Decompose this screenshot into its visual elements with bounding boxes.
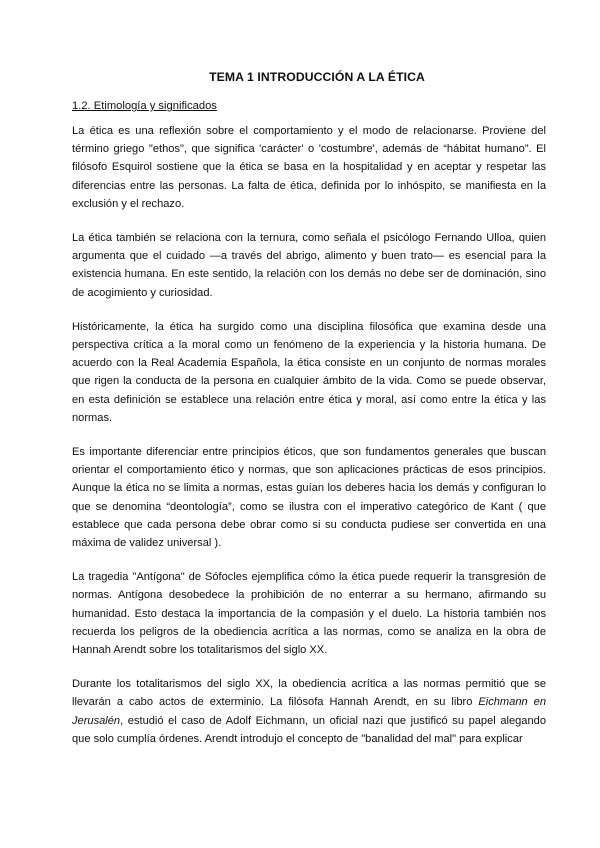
paragraph-ternura: La ética también se relaciona con la ternura, como señala el psicólogo Fernando Ulloa, quien argumenta que el cuidado —a través del abrigo, alimento y buen trato— es esencial para la existencia humana. En este sentido, la relación con los demás no debe ser de dominación, sino de acogimiento y curiosidad. bbox=[72, 232, 546, 299]
section-heading: 1.2. Etimología y significados bbox=[72, 100, 217, 112]
paragraph-antigona: La tragedia "Antígona" de Sófocles ejemplifica cómo la ética puede requerir la transgresión de normas. Antígona desobedece la prohibición de no enterrar a su hermano, afirmando su humanidad. Esto destaca la importancia de la compasión y el duelo. La historia también nos recuerda los peligros de la obediencia acrítica a las normas, como se analiza en la obra de Hannah Arendt sobre los totalitarismos del siglo XX. bbox=[72, 571, 546, 657]
paragraph-historia: Históricamente, la ética ha surgido como una disciplina filosófica que examina desde una perspectiva crítica a la moral como un fenómeno de la experiencia y la historia humana. De acuerdo con la Real Academia Española, la ética consiste en un conjunto de normas morales que rigen la conducta de la persona en cualquier ámbito de la vida. Como se puede observar, en esta definición se establece una relación entre ética y moral, así como entre la ética y las normas. bbox=[72, 320, 546, 424]
paragraph-totalitarismos bbox=[72, 675, 546, 748]
book-title: Eichmann en Jerusalén bbox=[72, 696, 546, 727]
paragraph-principios: Es importante diferenciar entre principios éticos, que son fundamentos generales que buscan orientar el comportamiento ético y normas, que son aplicaciones prácticas de esos principios. Aunque la ética no se limita a normas, estas guían los deberes hacia los demás y configuran lo que se denomina “deontología”, como se ilustra con el imperativo categórico de Kant ( que establece que cada persona debe obrar como si su conducta pudiese ser convertida en una máxima de validez universal ). bbox=[72, 446, 546, 550]
paragraph-text-part2: , estudió el caso de Adolf Eichmann, un oficial nazi que justificó su papel alegando que solo cumplía órdenes. Arendt introdujo el concepto de "banalidad del mal" para explicar bbox=[72, 714, 546, 745]
page-title: TEMA 1 INTRODUCCIÓN A LA ÉTICA bbox=[209, 70, 425, 84]
paragraph-text-part1: Durante los totalitarismos del siglo XX, la obediencia acrítica a las normas permitió que se llevarán a cabo actos de exterminio. La filósofa Hannah Arendt, en su libro bbox=[72, 678, 546, 709]
paragraph-etimologia: La ética es una reflexión sobre el comportamiento y el modo de relacionarse. Proviene del término griego "ethos", que significa 'carácter' o 'costumbre', además de “hábitat humano”. El filósofo Esquirol sostiene que la ética se basa en la hospitalidad y en aceptar y respetar las diferencias entre las personas. La falta de ética, definida por lo inhóspito, se manifiesta en la exclusión y el rechazo. bbox=[72, 125, 546, 210]
